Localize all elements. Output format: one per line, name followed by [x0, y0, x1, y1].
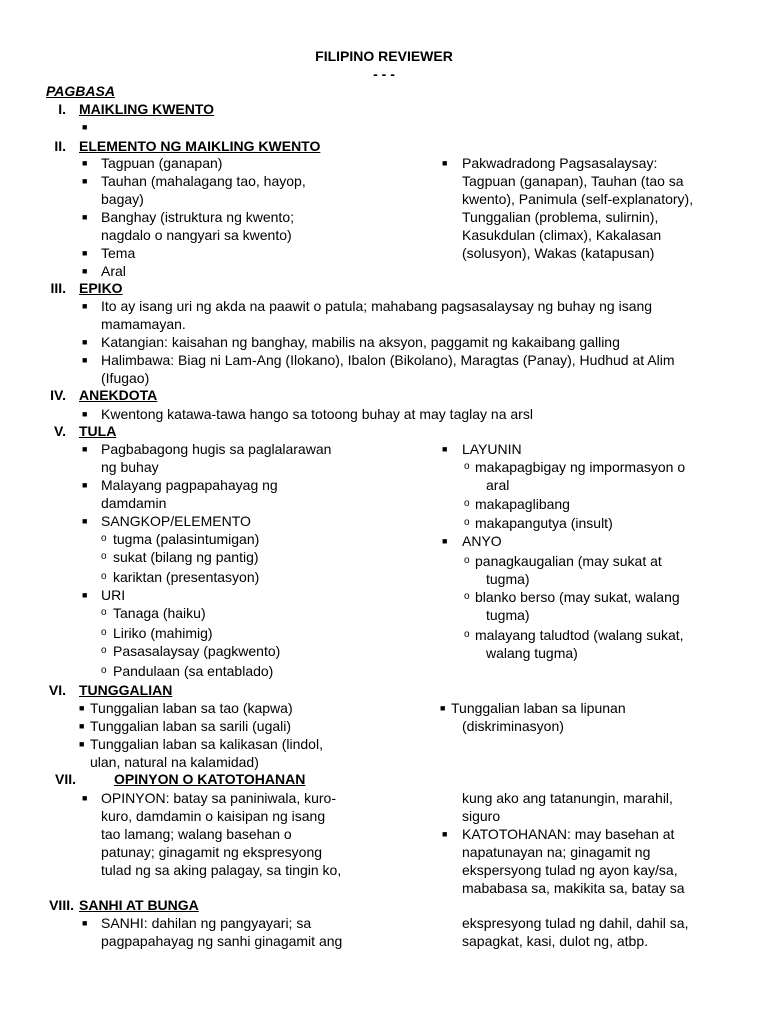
section-number: I. — [58, 101, 66, 117]
section-heading: OPINYON O KATOTOHANAN — [114, 771, 306, 787]
list-item: tao lamang; walang basehan o — [101, 826, 292, 842]
section-heading: MAIKLING KWENTO — [79, 101, 215, 117]
circle-bullet-icon: o — [464, 629, 470, 640]
list-item: Tagpuan (ganapan) — [101, 155, 223, 171]
list-item: Tauhan (mahalagang tao, hayop, — [101, 173, 306, 189]
list-item: blanko berso (may sukat, walang — [475, 589, 680, 605]
list-item: kariktan (presentasyon) — [113, 569, 260, 585]
list-item: Aral — [101, 263, 126, 279]
list-item: ng buhay — [101, 459, 159, 475]
circle-bullet-icon: o — [101, 627, 107, 638]
list-item: (Ifugao) — [101, 370, 150, 386]
circle-bullet-icon: o — [101, 645, 107, 656]
bullet-icon: ■ — [82, 212, 88, 222]
list-item: malayang taludtod (walang sukat, — [475, 627, 684, 643]
list-item: LAYUNIN — [462, 441, 522, 457]
circle-bullet-icon: o — [101, 551, 107, 562]
list-item: mamamayan. — [101, 316, 186, 332]
section-heading: ANEKDOTA — [79, 387, 158, 403]
bullet-icon: ■ — [82, 355, 88, 365]
list-item: tugma (palasintumigan) — [113, 531, 260, 547]
bullet-icon: ■ — [442, 536, 448, 546]
list-item: kuro, damdamin o kaisipan ng isang — [101, 808, 326, 824]
bullet-icon: ■ — [82, 158, 88, 168]
bullet-icon: ■ — [82, 918, 88, 928]
list-item: Tunggalian laban sa sarili (ugali) — [90, 718, 292, 734]
bullet-icon: ■ — [440, 703, 446, 713]
list-item: ekspresyong tulad ng dahil, dahil sa, — [462, 915, 689, 931]
bullet-icon: ■ — [79, 703, 85, 713]
list-item: Tunggalian laban sa lipunan — [451, 700, 626, 716]
list-item: bagay) — [101, 191, 144, 207]
section-number: II. — [54, 138, 66, 154]
bullet-icon: ■ — [82, 337, 88, 347]
list-item: panagkaugalian (may sukat at — [475, 553, 662, 569]
list-item: KATOTOHANAN: may basehan at — [462, 826, 675, 842]
list-item: mababasa sa, makikita sa, batay sa — [462, 880, 685, 896]
list-item: Tunggalian (problema, sulirnin), — [462, 209, 659, 225]
list-item: napatunayan na; ginagamit ng — [462, 844, 651, 860]
list-item: aral — [486, 477, 510, 493]
circle-bullet-icon: o — [464, 517, 470, 528]
list-item: Tema — [101, 245, 136, 261]
list-item: tulad ng sa aking palagay, sa tingin ko, — [101, 862, 342, 878]
bullet-icon: ■ — [82, 793, 88, 803]
circle-bullet-icon: o — [464, 591, 470, 602]
bullet-icon: ■ — [442, 158, 448, 168]
list-item: makapagbigay ng impormasyon o — [475, 459, 686, 475]
section-number: V. — [54, 423, 66, 439]
circle-bullet-icon: o — [464, 498, 470, 509]
page-subtitle: - - - — [373, 66, 395, 82]
section-heading: TULA — [79, 423, 117, 439]
list-item: kung ako ang tatanungin, marahil, — [462, 790, 673, 806]
bullet-icon: ■ — [82, 248, 88, 258]
list-item: kwento), Panimula (self-explanatory), — [462, 191, 694, 207]
list-item: walang tugma) — [486, 645, 578, 661]
list-item: Pandulaan (sa entablado) — [113, 663, 274, 679]
bullet-icon: ■ — [82, 516, 88, 526]
section-number: VI. — [48, 682, 66, 698]
list-item: ANYO — [462, 533, 502, 549]
list-item: SANHI: dahilan ng pangyayari; sa — [101, 915, 312, 931]
list-item: sapagkat, kasi, dulot ng, atbp. — [462, 933, 649, 949]
bullet-icon: ■ — [442, 444, 448, 454]
section-number: IV. — [50, 387, 66, 403]
section-heading: EPIKO — [79, 280, 123, 296]
list-item: nagdalo o nangyari sa kwento) — [101, 227, 292, 243]
list-item: makapangutya (insult) — [475, 515, 613, 531]
list-item: Tagpuan (ganapan), Tauhan (tao sa — [462, 173, 684, 189]
list-item: OPINYON: batay sa paniniwala, kuro- — [101, 790, 336, 806]
list-item: (diskriminasyon) — [462, 718, 564, 734]
list-item: sukat (bilang ng pantig) — [113, 549, 259, 565]
list-item: Pakwadradong Pagsasalaysay: — [462, 155, 658, 171]
list-item: siguro — [462, 808, 501, 824]
list-item: Tunggalian laban sa tao (kapwa) — [90, 700, 293, 716]
bullet-icon: ■ — [79, 721, 85, 731]
list-item: tugma) — [486, 571, 530, 587]
bullet-icon: ■ — [82, 409, 88, 419]
bullet-icon: ■ — [82, 444, 88, 454]
list-item: pagpapahayag ng sanhi ginagamit ang — [101, 933, 343, 949]
page-title: FILIPINO REVIEWER — [315, 48, 453, 64]
section-heading: SANHI AT BUNGA — [79, 897, 199, 913]
list-item: damdamin — [101, 495, 167, 511]
list-item: (solusyon), Wakas (katapusan) — [462, 245, 655, 261]
section-heading: ELEMENTO NG MAIKLING KWENTO — [79, 138, 321, 154]
list-item: SANGKOP/ELEMENTO — [101, 513, 251, 529]
circle-bullet-icon: o — [464, 555, 470, 566]
list-item: Pagbabagong hugis sa paglalarawan — [101, 441, 332, 457]
circle-bullet-icon: o — [101, 571, 107, 582]
list-item: tugma) — [486, 607, 530, 623]
list-item: Halimbawa: Biag ni Lam-Ang (Ilokano), Ibalon (Bikolano), Maragtas (Panay), Hudhud at Alim — [101, 352, 675, 368]
bullet-icon: ■ — [82, 301, 88, 311]
circle-bullet-icon: o — [464, 461, 470, 472]
bullet-icon: ■ — [82, 122, 88, 132]
list-item: ekspersyong tulad ng ayon kay/sa, — [462, 862, 678, 878]
circle-bullet-icon: o — [101, 533, 107, 544]
section-heading: PAGBASA — [46, 83, 115, 99]
list-item: Ito ay isang uri ng akda na paawit o patula; mahabang pagsasalaysay ng buhay ng isang — [101, 298, 653, 314]
list-item: Tanaga (haiku) — [113, 605, 206, 621]
bullet-icon: ■ — [442, 829, 448, 839]
list-item: ulan, natural na kalamidad) — [90, 754, 259, 770]
bullet-icon: ■ — [79, 739, 85, 749]
list-item: Pasasalaysay (pagkwento) — [113, 643, 281, 659]
bullet-icon: ■ — [82, 480, 88, 490]
list-item: Malayang pagpapahayag ng — [101, 477, 278, 493]
section-number: VIII. — [49, 897, 74, 913]
circle-bullet-icon: o — [101, 665, 107, 676]
list-item: Katangian: kaisahan ng banghay, mabilis na aksyon, paggamit ng kakaibang galling — [101, 334, 620, 350]
section-heading: TUNGGALIAN — [79, 682, 173, 698]
list-item: Banghay (istruktura ng kwento; — [101, 209, 294, 225]
bullet-icon: ■ — [82, 590, 88, 600]
circle-bullet-icon: o — [101, 607, 107, 618]
list-item: makapaglibang — [475, 496, 570, 512]
list-item: patunay; ginagamit ng ekspresyong — [101, 844, 323, 860]
bullet-icon: ■ — [82, 266, 88, 276]
list-item: Liriko (mahimig) — [113, 625, 213, 641]
list-item: URI — [101, 587, 126, 603]
section-number: VII. — [54, 771, 76, 787]
list-item: Kwentong katawa-tawa hango sa totoong buhay at may taglay na arsl — [101, 406, 533, 422]
list-item: Kasukdulan (climax), Kakalasan — [462, 227, 662, 243]
section-number: III. — [50, 280, 66, 296]
list-item: Tunggalian laban sa kalikasan (lindol, — [90, 736, 323, 752]
bullet-icon: ■ — [82, 176, 88, 186]
